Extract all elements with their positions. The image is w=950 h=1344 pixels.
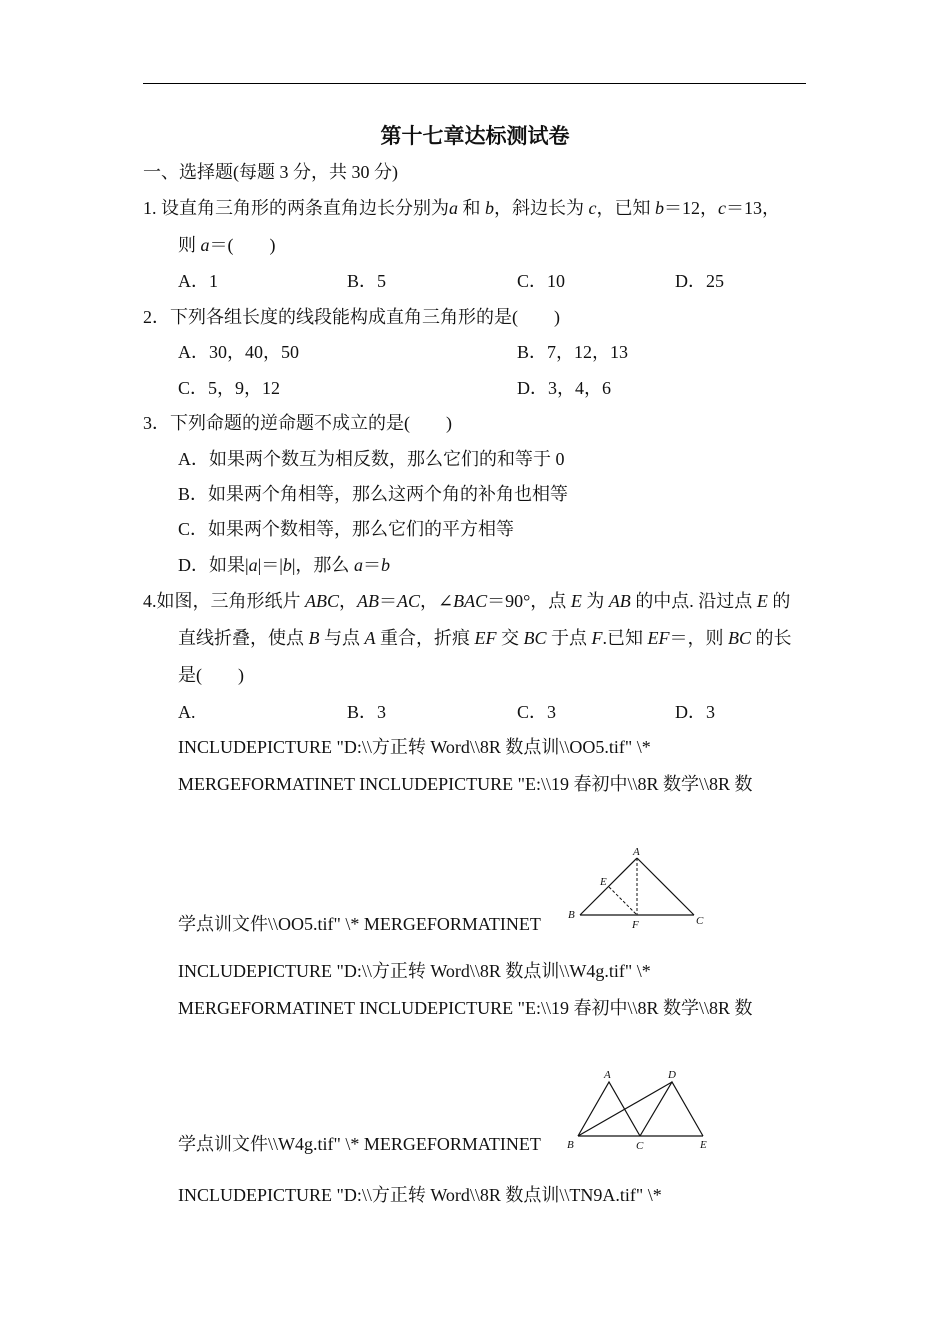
triangle-fold-figure [566,842,712,932]
question-number: 4. [143,591,157,611]
question-1-stem-cont: 则 a＝( ) [178,235,276,255]
vertex-label-e: E [700,1139,707,1151]
field-code-line: 学点训文件\\W4g.tif" \* MERGEFORMATINET [178,1134,541,1154]
vertex-label-f: F [632,919,639,931]
segment-ac [637,858,694,915]
question-4-stem: 4.如图，三角形纸片 ABC，AB＝AC，∠BAC＝90°，点 E 为 AB 的中点. 沿过点 E 的 [143,591,791,611]
vertex-label-b: B [567,1139,574,1151]
field-code-line: INCLUDEPICTURE "D:\\方正转 Word\\8R 数点训\\W4g.tif" \* [178,961,651,981]
question-1-option-c[interactable]: C．10 [517,271,566,291]
field-code-line: MERGEFORMATINET INCLUDEPICTURE "E:\\19 春初中\\8R 数学\\8R 数 [178,774,753,794]
question-2-option-a[interactable]: A．30，40，50 [178,342,299,362]
question-2-stem: 2．下列各组长度的线段能构成直角三角形的是( ) [143,307,560,327]
vertex-label-b: B [568,909,575,921]
field-code-line: INCLUDEPICTURE "D:\\方正转 Word\\8R 数点训\\OO5.tif" \* [178,737,651,757]
fold-line-ef [609,887,637,915]
question-3-stem: 3．下列命题的逆命题不成立的是( ) [143,413,452,433]
question-1-option-b[interactable]: B．5 [347,271,387,291]
field-code-line: 学点训文件\\OO5.tif" \* MERGEFORMATINET [178,914,541,934]
question-4-option-b[interactable]: B．3 [347,702,387,722]
page-title: 第十七章达标测试卷 [380,124,570,148]
triangle-abc [578,1082,640,1136]
vertex-label-e: E [600,876,607,888]
vertex-label-a: A [604,1069,611,1081]
question-1-option-a[interactable]: A．1 [178,271,218,291]
segment-bd [578,1082,672,1136]
vertex-label-c: C [696,915,704,927]
question-2-option-c[interactable]: C．5，9，12 [178,378,281,398]
vertex-label-c: C [636,1140,644,1152]
question-2-option-d[interactable]: D．3，4，6 [517,378,611,398]
section-heading: 一、选择题(每题 3 分，共 30 分) [143,162,398,182]
question-4-option-d[interactable]: D．3 [675,702,715,722]
question-3-option-b[interactable]: B．如果两个角相等，那么这两个角的补角也相等 [178,484,569,504]
question-number: 2． [143,307,170,327]
vertex-label-a: A [633,846,640,858]
question-1-stem: 1. 设直角三角形的两条直角边长分别为a 和 b，斜边长为 c，已知 b＝12，c＝13， [143,198,780,218]
question-4-option-a[interactable]: A. [178,702,196,722]
field-code-line: MERGEFORMATINET INCLUDEPICTURE "E:\\19 春初中\\8R 数学\\8R 数 [178,998,753,1018]
header-rule [143,83,806,84]
vertex-label-d: D [668,1069,676,1081]
two-triangles-figure [564,1066,714,1156]
question-4-option-c[interactable]: C．3 [517,702,557,722]
question-3-option-a[interactable]: A．如果两个数互为相反数，那么它们的和等于 0 [178,449,565,469]
field-code-line: INCLUDEPICTURE "D:\\方正转 Word\\8R 数点训\\TN9A.tif" \* [178,1185,662,1205]
question-1-option-d[interactable]: D．25 [675,271,724,291]
question-4-stem-cont: 直线折叠，使点 B 与点 A 重合，折痕 EF 交 BC 于点 F.已知 EF＝，则 BC 的长 [178,628,792,648]
question-4-stem-cont-2: 是( ) [178,665,244,685]
question-3-option-d[interactable]: D．如果|a|＝|b|，那么 a＝b [178,555,390,575]
triangle-dce [640,1082,703,1136]
question-number: 3． [143,413,170,433]
question-3-option-c[interactable]: C．如果两个数相等，那么它们的平方相等 [178,519,515,539]
question-2-option-b[interactable]: B．7，12，13 [517,342,629,362]
question-number: 1. [143,198,157,218]
